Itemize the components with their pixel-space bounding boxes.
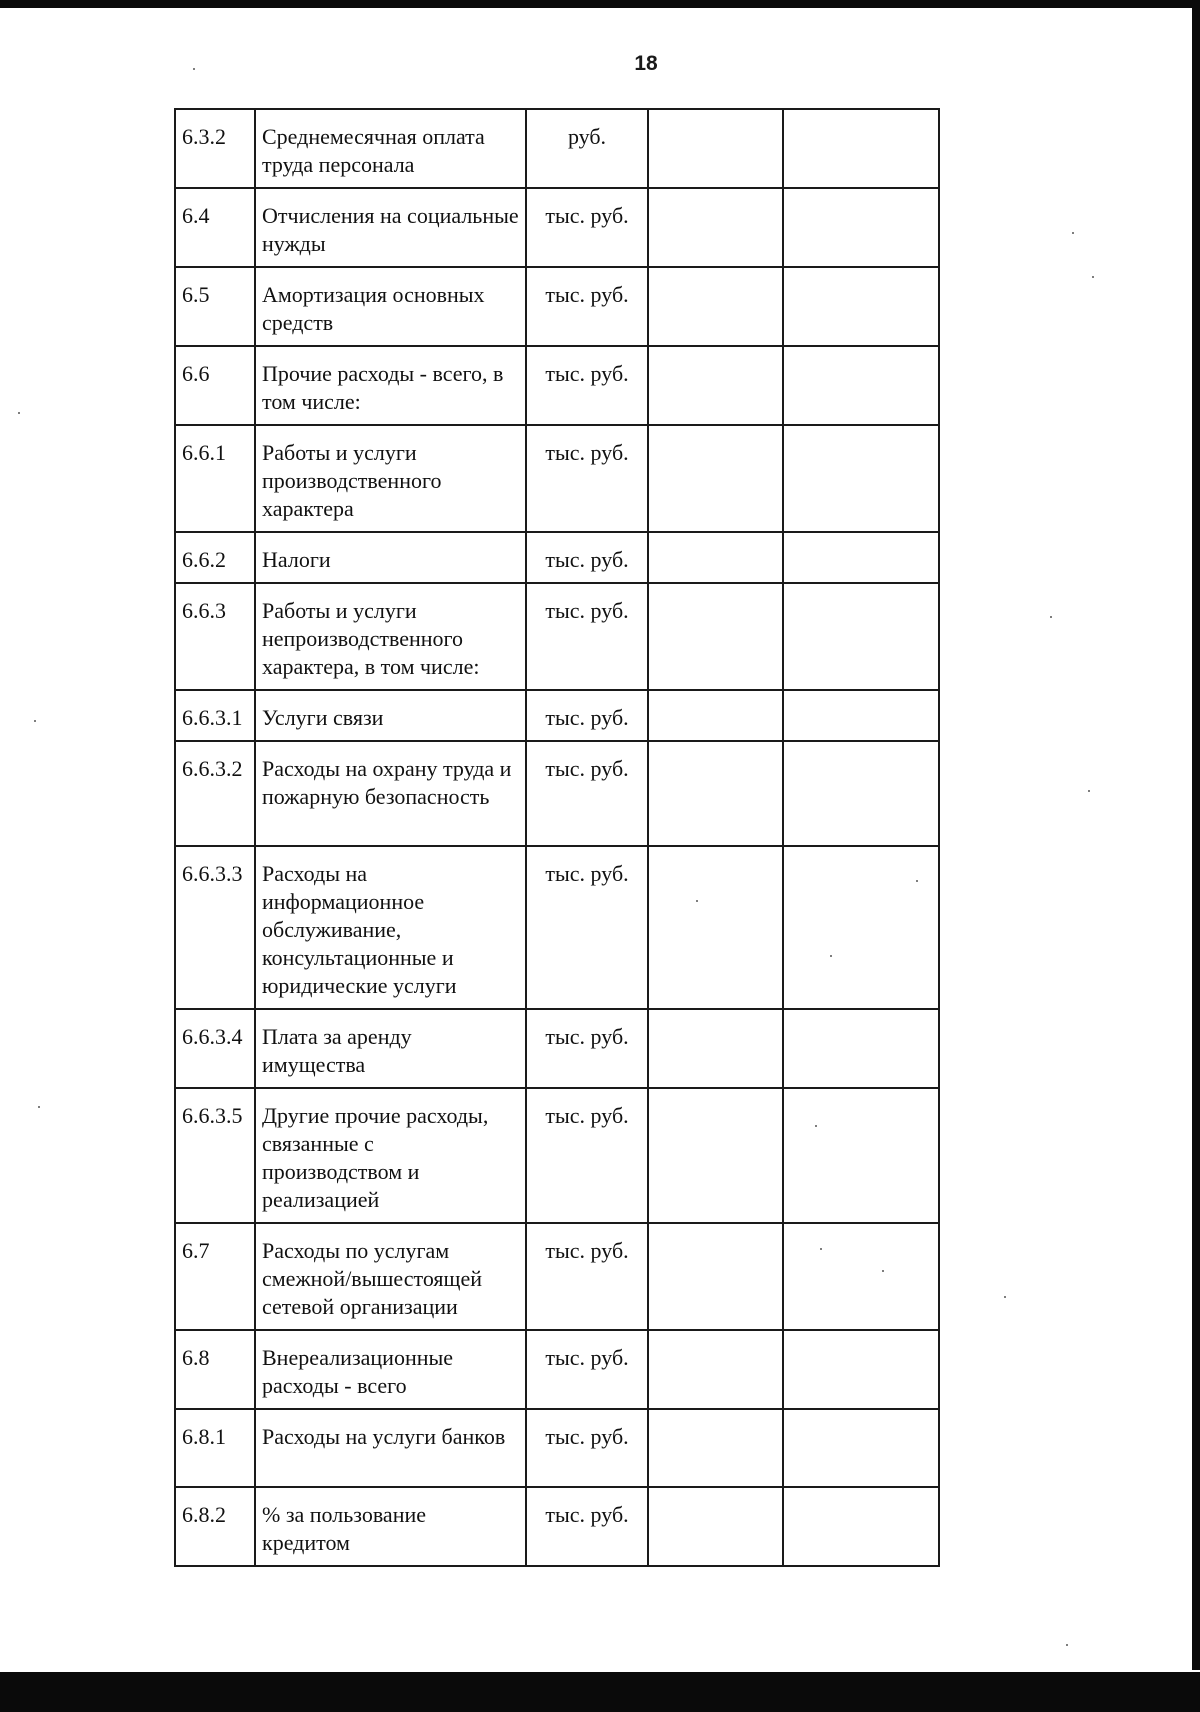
unit-cell: тыс. руб. xyxy=(526,741,648,846)
scan-speck xyxy=(1050,616,1052,618)
item-name-cell: Прочие расходы - всего, в том числе: xyxy=(255,346,526,425)
row-number-cell: 6.6.3.4 xyxy=(175,1009,255,1088)
item-name-cell: Плата за аренду имущества xyxy=(255,1009,526,1088)
table-body xyxy=(175,109,939,1566)
table-row xyxy=(175,846,939,1009)
row-number-cell: 6.3.2 xyxy=(175,109,255,188)
scan-speck xyxy=(38,1106,40,1108)
table-row xyxy=(175,1330,939,1409)
row-number-cell: 6.6.3 xyxy=(175,583,255,690)
row-number-cell: 6.6.3.1 xyxy=(175,690,255,741)
item-name-cell: Услуги связи xyxy=(255,690,526,741)
value-cell-1 xyxy=(648,267,783,346)
row-number-cell: 6.6.3.5 xyxy=(175,1088,255,1223)
table-row xyxy=(175,188,939,267)
scan-speck xyxy=(1092,276,1094,278)
scan-speck xyxy=(193,68,195,70)
item-name-cell: Работы и услуги непроизводственного характера, в том числе: xyxy=(255,583,526,690)
value-cell-1 xyxy=(648,1409,783,1487)
value-cell-2 xyxy=(783,425,939,532)
value-cell-1 xyxy=(648,425,783,532)
row-number-cell: 6.8.1 xyxy=(175,1409,255,1487)
item-name-cell: Отчисления на социальные нужды xyxy=(255,188,526,267)
unit-cell: тыс. руб. xyxy=(526,846,648,1009)
item-name-cell: Другие прочие расходы, связанные с производством и реализацией xyxy=(255,1088,526,1223)
item-name-cell: Расходы на информационное обслуживание, консультационные и юридические услуги xyxy=(255,846,526,1009)
row-number-cell: 6.6 xyxy=(175,346,255,425)
unit-cell: тыс. руб. xyxy=(526,267,648,346)
row-number-cell: 6.7 xyxy=(175,1223,255,1330)
item-name-cell: Налоги xyxy=(255,532,526,583)
item-name-cell: Внереализационные расходы - всего xyxy=(255,1330,526,1409)
scan-speck xyxy=(820,1248,822,1250)
table-row xyxy=(175,425,939,532)
unit-cell: тыс. руб. xyxy=(526,346,648,425)
value-cell-2 xyxy=(783,109,939,188)
scan-speck xyxy=(1088,790,1090,792)
value-cell-1 xyxy=(648,690,783,741)
value-cell-2 xyxy=(783,1088,939,1223)
value-cell-1 xyxy=(648,846,783,1009)
unit-cell: тыс. руб. xyxy=(526,1223,648,1330)
value-cell-1 xyxy=(648,583,783,690)
scan-speck xyxy=(34,720,36,722)
value-cell-2 xyxy=(783,583,939,690)
scan-speck xyxy=(830,955,832,957)
cost-items-table xyxy=(174,108,940,1567)
unit-cell: тыс. руб. xyxy=(526,1409,648,1487)
scan-border-bottom xyxy=(0,1672,1200,1712)
row-number-cell: 6.5 xyxy=(175,267,255,346)
scan-speck xyxy=(1004,1296,1006,1298)
item-name-cell: Работы и услуги производственного характера xyxy=(255,425,526,532)
row-number-cell: 6.6.3.2 xyxy=(175,741,255,846)
value-cell-1 xyxy=(648,1088,783,1223)
value-cell-1 xyxy=(648,109,783,188)
table-row xyxy=(175,690,939,741)
scan-speck xyxy=(1066,1644,1068,1646)
value-cell-2 xyxy=(783,690,939,741)
scan-speck xyxy=(696,900,698,902)
value-cell-1 xyxy=(648,188,783,267)
table-row xyxy=(175,1088,939,1223)
unit-cell: тыс. руб. xyxy=(526,532,648,583)
scan-speck xyxy=(882,1270,884,1272)
unit-cell: тыс. руб. xyxy=(526,425,648,532)
table-row xyxy=(175,741,939,846)
value-cell-2 xyxy=(783,741,939,846)
value-cell-1 xyxy=(648,346,783,425)
value-cell-2 xyxy=(783,1330,939,1409)
row-number-cell: 6.6.2 xyxy=(175,532,255,583)
value-cell-1 xyxy=(648,1487,783,1566)
unit-cell: тыс. руб. xyxy=(526,1009,648,1088)
value-cell-1 xyxy=(648,741,783,846)
value-cell-2 xyxy=(783,1409,939,1487)
value-cell-2 xyxy=(783,1223,939,1330)
value-cell-2 xyxy=(783,846,939,1009)
unit-cell: руб. xyxy=(526,109,648,188)
table-row xyxy=(175,532,939,583)
value-cell-2 xyxy=(783,188,939,267)
unit-cell: тыс. руб. xyxy=(526,583,648,690)
item-name-cell: Расходы по услугам смежной/вышестоящей сетевой организации xyxy=(255,1223,526,1330)
item-name-cell: % за пользование кредитом xyxy=(255,1487,526,1566)
unit-cell: тыс. руб. xyxy=(526,1330,648,1409)
scan-speck xyxy=(18,412,20,414)
table-row xyxy=(175,346,939,425)
table-row xyxy=(175,583,939,690)
row-number-cell: 6.8 xyxy=(175,1330,255,1409)
row-number-cell: 6.8.2 xyxy=(175,1487,255,1566)
scan-border-top xyxy=(0,0,1200,8)
scan-border-right xyxy=(1192,0,1200,1670)
unit-cell: тыс. руб. xyxy=(526,690,648,741)
table-row xyxy=(175,109,939,188)
value-cell-1 xyxy=(648,1009,783,1088)
row-number-cell: 6.6.1 xyxy=(175,425,255,532)
item-name-cell: Расходы на охрану труда и пожарную безопасность xyxy=(255,741,526,846)
row-number-cell: 6.6.3.3 xyxy=(175,846,255,1009)
value-cell-2 xyxy=(783,267,939,346)
item-name-cell: Амортизация основных средств xyxy=(255,267,526,346)
table-row xyxy=(175,1409,939,1487)
table-row xyxy=(175,1487,939,1566)
value-cell-1 xyxy=(648,1223,783,1330)
value-cell-2 xyxy=(783,1487,939,1566)
page-number: 18 xyxy=(634,52,658,75)
value-cell-1 xyxy=(648,532,783,583)
scan-speck xyxy=(1072,232,1074,234)
value-cell-2 xyxy=(783,346,939,425)
scan-speck xyxy=(815,1125,817,1127)
unit-cell: тыс. руб. xyxy=(526,1088,648,1223)
value-cell-2 xyxy=(783,532,939,583)
table-row xyxy=(175,1009,939,1088)
table-row xyxy=(175,267,939,346)
table-row xyxy=(175,1223,939,1330)
unit-cell: тыс. руб. xyxy=(526,1487,648,1566)
item-name-cell: Среднемесячная оплата труда персонала xyxy=(255,109,526,188)
value-cell-2 xyxy=(783,1009,939,1088)
item-name-cell: Расходы на услуги банков xyxy=(255,1409,526,1487)
scan-speck xyxy=(916,880,918,882)
row-number-cell: 6.4 xyxy=(175,188,255,267)
unit-cell: тыс. руб. xyxy=(526,188,648,267)
value-cell-1 xyxy=(648,1330,783,1409)
